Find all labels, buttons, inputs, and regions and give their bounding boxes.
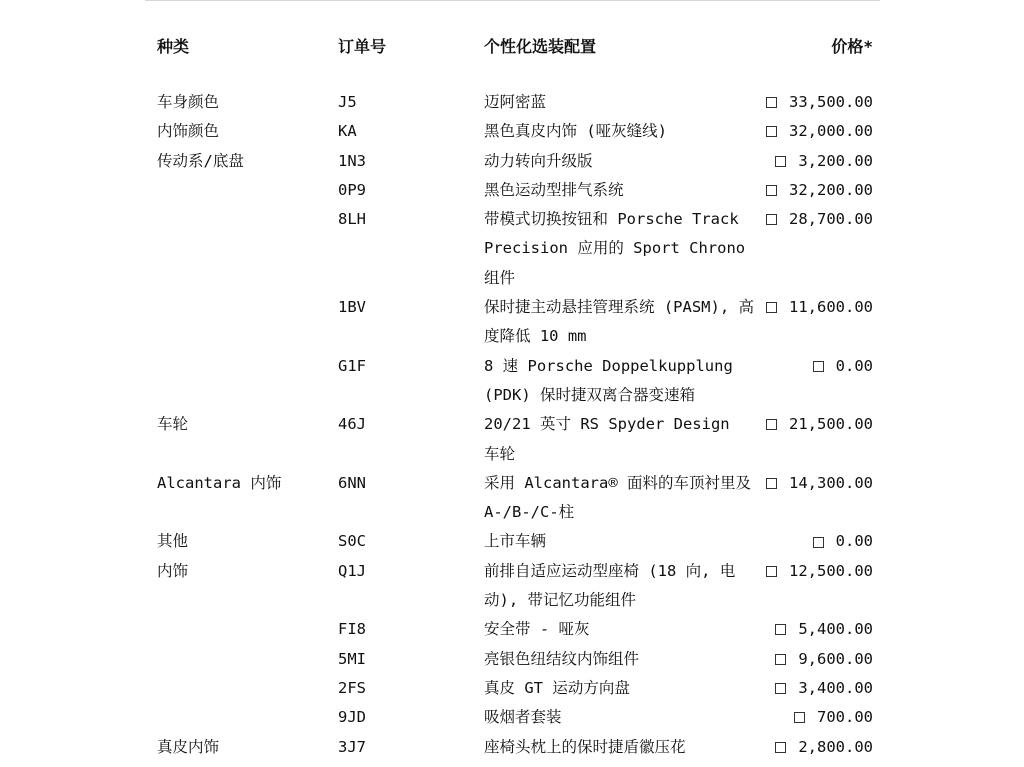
- row-option-desc: 吸烟者套装: [484, 708, 562, 727]
- select-checkbox[interactable]: [813, 537, 824, 548]
- row-price-value: 21,500.00: [789, 415, 873, 434]
- row-price: [775, 733, 873, 762]
- row-option-desc: 黑色真皮内饰 (哑灰缝线): [484, 122, 667, 141]
- row-option-desc: 带模式切换按钮和 Porsche Track Precision 应用的 Sport Chrono 组件: [484, 210, 746, 287]
- row-price-value: 11,600.00: [789, 298, 873, 317]
- select-checkbox[interactable]: [794, 712, 805, 723]
- table-row: [0, 176, 1024, 205]
- table-row: [0, 469, 1024, 528]
- row-order-code: 8LH: [338, 210, 366, 229]
- row-price-value: 3,400.00: [798, 678, 873, 697]
- table-row: [0, 205, 1024, 293]
- table-row: [0, 557, 1024, 616]
- row-price: [775, 674, 873, 703]
- select-checkbox[interactable]: [766, 478, 777, 489]
- select-checkbox[interactable]: [766, 97, 777, 108]
- row-price-value: 0.00: [835, 532, 873, 551]
- row-price-value: 28,700.00: [789, 210, 873, 229]
- table-row: [0, 410, 1024, 469]
- table-row: [0, 293, 1024, 352]
- row-option-desc: 座椅头枕上的保时捷盾徽压花: [484, 737, 686, 756]
- row-price-value: 5,400.00: [798, 620, 873, 639]
- row-price: [766, 557, 873, 586]
- row-option-desc: 采用 Alcantara® 面料的车顶衬里及A-/B-/C-柱: [484, 473, 751, 522]
- table-row: [0, 733, 1024, 762]
- row-order-code: J5: [338, 93, 357, 111]
- select-checkbox[interactable]: [775, 624, 786, 635]
- row-category: 真皮内饰: [157, 737, 220, 756]
- header-order-no: 订单号: [338, 37, 387, 56]
- row-price: [766, 205, 873, 234]
- table-row: [0, 645, 1024, 674]
- row-category: 传动系/底盘: [157, 151, 244, 170]
- header-option: 个性化选装配置: [484, 37, 597, 56]
- select-checkbox[interactable]: [775, 654, 786, 665]
- row-price: [766, 88, 873, 117]
- header-category: 种类: [157, 37, 190, 56]
- table-header: [0, 34, 1024, 56]
- table-row: [0, 615, 1024, 644]
- row-order-code: 3J7: [338, 737, 366, 756]
- row-order-code: Q1J: [338, 561, 366, 580]
- row-option-desc: 8 速 Porsche Doppelkupplung (PDK) 保时捷双离合器变速箱: [484, 356, 733, 404]
- table-row: [0, 147, 1024, 176]
- row-category: 其他: [157, 532, 189, 551]
- row-price-value: 32,000.00: [789, 122, 873, 141]
- table-row: [0, 703, 1024, 732]
- row-order-code: 5MI: [338, 649, 366, 668]
- table-row: [0, 352, 1024, 411]
- select-checkbox[interactable]: [813, 361, 824, 372]
- row-order-code: FI8: [338, 620, 366, 639]
- row-price-value: 9,600.00: [798, 649, 873, 668]
- row-price-value: 32,200.00: [789, 180, 873, 199]
- row-order-code: 2FS: [338, 678, 366, 697]
- row-price: [766, 410, 873, 439]
- row-order-code: 6NN: [338, 473, 366, 492]
- row-option-desc: 真皮 GT 运动方向盘: [484, 678, 630, 697]
- row-category: 车身颜色: [157, 93, 220, 111]
- row-option-desc: 安全带 - 哑灰: [484, 620, 590, 639]
- row-price-value: 33,500.00: [789, 93, 873, 111]
- select-checkbox[interactable]: [766, 566, 777, 577]
- row-option-desc: 亮银色纽结纹内饰组件: [484, 649, 640, 668]
- row-category: 内饰: [157, 561, 189, 580]
- table-row: [0, 88, 1024, 117]
- row-option-desc: 前排自适应运动型座椅 (18 向, 电动), 带记忆功能组件: [484, 561, 736, 610]
- table-row: [0, 117, 1024, 146]
- row-order-code: 46J: [338, 415, 366, 434]
- row-price: [766, 469, 873, 498]
- row-price: [766, 117, 873, 146]
- row-order-code: 1BV: [338, 298, 366, 317]
- row-option-desc: 保时捷主动悬挂管理系统 (PASM), 高度降低 10 mm: [484, 298, 754, 346]
- row-price-value: 2,800.00: [798, 737, 873, 756]
- row-order-code: 9JD: [338, 708, 366, 727]
- row-order-code: 0P9: [338, 180, 366, 199]
- row-price: [775, 615, 873, 644]
- row-price-value: 0.00: [835, 356, 873, 375]
- row-category: 车轮: [157, 415, 189, 434]
- select-checkbox[interactable]: [766, 419, 777, 430]
- table-row: [0, 674, 1024, 703]
- row-price: [766, 293, 873, 322]
- row-option-desc: 上市车辆: [484, 532, 547, 551]
- row-price: [775, 147, 873, 176]
- row-price: [766, 176, 873, 205]
- row-option-desc: 迈阿密蓝: [484, 93, 547, 111]
- row-option-desc: 20/21 英寸 RS Spyder Design 车轮: [484, 415, 730, 463]
- options-table: [0, 88, 1024, 762]
- row-order-code: KA: [338, 122, 357, 141]
- top-divider: [145, 0, 880, 1]
- select-checkbox[interactable]: [766, 126, 777, 137]
- row-option-desc: 黑色运动型排气系统: [484, 180, 624, 199]
- row-price-value: 14,300.00: [789, 473, 873, 492]
- row-price: [794, 703, 873, 732]
- table-row: [0, 527, 1024, 556]
- row-price: [813, 527, 873, 556]
- row-price-value: 700.00: [817, 708, 873, 727]
- row-price-value: 3,200.00: [798, 151, 873, 170]
- select-checkbox[interactable]: [775, 742, 786, 753]
- row-order-code: S0C: [338, 532, 366, 551]
- select-checkbox[interactable]: [766, 214, 777, 225]
- select-checkbox[interactable]: [766, 302, 777, 313]
- row-price-value: 12,500.00: [789, 561, 873, 580]
- row-option-desc: 动力转向升级版: [484, 151, 593, 170]
- select-checkbox[interactable]: [775, 156, 786, 167]
- row-category: 内饰颜色: [157, 122, 220, 141]
- row-category: Alcantara 内饰: [157, 473, 282, 492]
- header-price: 价格*: [831, 37, 873, 56]
- row-order-code: G1F: [338, 356, 366, 375]
- select-checkbox[interactable]: [775, 683, 786, 694]
- row-price: [813, 352, 873, 381]
- select-checkbox[interactable]: [766, 185, 777, 196]
- row-order-code: 1N3: [338, 151, 366, 170]
- row-price: [775, 645, 873, 674]
